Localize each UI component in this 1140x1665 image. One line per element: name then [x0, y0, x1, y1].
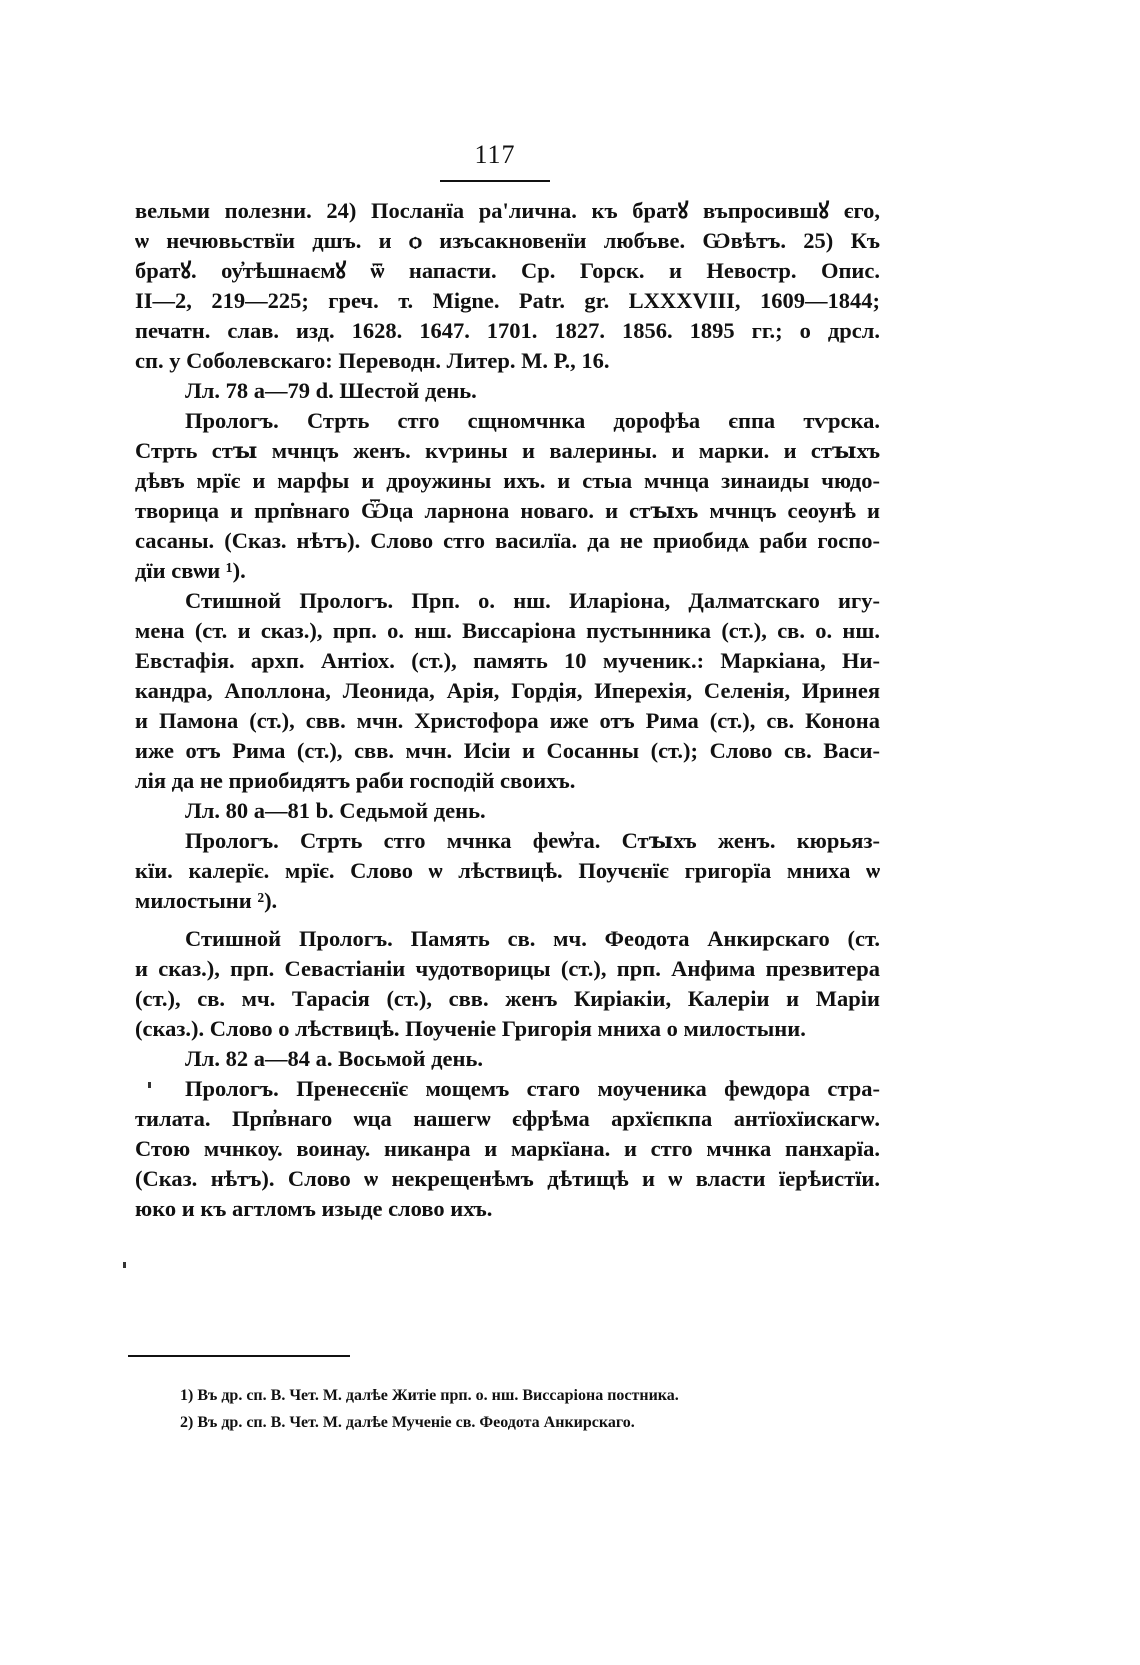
page-number-rule	[440, 180, 550, 182]
text-line: тилата. Прп҆внаго ѡца нашегѡ єфрѣма архїєпкпа антїохїискагѡ.	[135, 1106, 880, 1131]
main-text	[135, 196, 880, 1224]
text-line: (Сказ. нѣтъ). Слово ѡ некрещенѣмъ дѣтищѣ и ѡ власти їерѣистїи.	[135, 1166, 880, 1191]
text-line: сасаны. (Сказ. нѣтъ). Слово стго василїа. да не приобидѧ раби госпо-	[135, 528, 880, 553]
text-line: ѡ нечювьствїи дшъ. и ѻ изъсакновенїи любъве. Ѡвѣтъ. 25) Къ	[135, 228, 880, 253]
text-line: Прологъ. Стрть стго мчнка феѡ҆та. Стꙑхъ женъ. кюрьяз-	[185, 828, 880, 853]
text-line: Стрть стꙑ мчнцъ женъ. кѵрины и валерины. и марки. и стꙑхъ	[135, 438, 880, 463]
text-line: мена (ст. и сказ.), прп. о. нш. Виссаріона пустынника (ст.), св. о. нш.	[135, 618, 880, 643]
text-line: II—2, 219—225; греч. т. Migne. Patr. gr. LXXXVIII, 1609—1844;	[135, 288, 880, 313]
text-line: иже отъ Рима (ст.), свв. мчн. Исіи и Сосанны (ст.); Слово св. Васи-	[135, 738, 880, 763]
footnote-1: 1) Въ др. сп. В. Чет. М. далѣе Житіе прп. о. нш. Виссаріона постника.	[180, 1387, 679, 1404]
section-heading: Лл. 78 a—79 d. Шестой день.	[185, 378, 477, 403]
text-line: (ст.), св. мч. Тарасія (ст.), свв. женъ Киріакіи, Калеріи и Маріи	[135, 986, 880, 1011]
text-line: кандра, Аполлона, Леонида, Арія, Гордія, Иперехія, Селенія, Иринея	[135, 678, 880, 703]
text-line: Прологъ. Стрть стго сщномчнка дорофѣа єппа тѵрска.	[185, 408, 880, 433]
text-line: сп. у Соболевскаго: Переводн. Литер. М. Р., 16.	[135, 348, 610, 373]
text-line: печатн. слав. изд. 1628. 1647. 1701. 1827. 1856. 1895 гг.; о дрсл.	[135, 318, 880, 343]
text-line: кїи. калерїє. мрїє. Слово ѡ лѣствицѣ. Поучєнїє григорїа мниха ѡ	[135, 858, 880, 883]
text-line: Стишной Прологъ. Память св. мч. Феодота Анкирскаго (ст.	[185, 926, 880, 951]
text-line: и Памона (ст.), свв. мчн. Христофора иже отъ Рима (ст.), св. Конона	[135, 708, 880, 733]
footnote-2: 2) Въ др. сп. В. Чет. М. далѣе Мученіе св. Феодота Анкирскаго.	[180, 1414, 635, 1431]
text-line: братꙋ. оу҆тѣшнаємꙋ ѿ напасти. Ср. Горск. и Невостр. Опис.	[135, 258, 880, 283]
text-line: юко и къ агтломъ изыде слово ихъ.	[135, 1196, 493, 1221]
text-line: Прологъ. Пренесєнїє мощемъ стаго моученика феѡдора стра-	[185, 1076, 880, 1101]
text-line: Евстафія. архп. Антіох. (ст.), память 10 мученик.: Маркіана, Ни-	[135, 648, 880, 673]
text-line: милостыни ²).	[135, 888, 278, 913]
text-line: Стою мчнкоу. воинау. никанра и маркїана. и стго мчнка панхарїа.	[135, 1136, 880, 1161]
footnotes	[180, 1382, 880, 1436]
footnote-rule	[128, 1355, 350, 1357]
text-line: лія да не приобидятъ раби господій своихъ.	[135, 768, 576, 793]
text-line: творица и прп̇внаго Ѿца ларнона новаго. и стꙑхъ мчнцъ сеоунѣ и	[135, 498, 880, 523]
stray-mark	[148, 1082, 151, 1088]
text-line: дїи свѡи ¹).	[135, 558, 246, 583]
section-heading: Лл. 80 a—81 b. Седьмой день.	[185, 798, 486, 823]
page-number: 117	[474, 140, 516, 169]
text-line: вельми полезни. 24) Посланїа ра'лична. къ братꙋ въпросившꙋ єго,	[135, 198, 880, 223]
section-heading: Лл. 82 a—84 a. Восьмой день.	[185, 1046, 484, 1071]
text-line: Стишной Прологъ. Прп. о. нш. Иларіона, Далматскаго игу-	[185, 588, 880, 613]
stray-mark	[123, 1262, 126, 1268]
text-line: (сказ.). Слово о лѣствицѣ. Поученіе Григорія мниха о милостыни.	[135, 1016, 806, 1041]
text-line: и сказ.), прп. Севастіаніи чудотворицы (ст.), прп. Анфима презвитера	[135, 956, 880, 981]
text-line: дѣвъ мрїє и марфы и дроужины ихъ. и стыа мчнца зинаиды чюдо-	[135, 468, 880, 493]
